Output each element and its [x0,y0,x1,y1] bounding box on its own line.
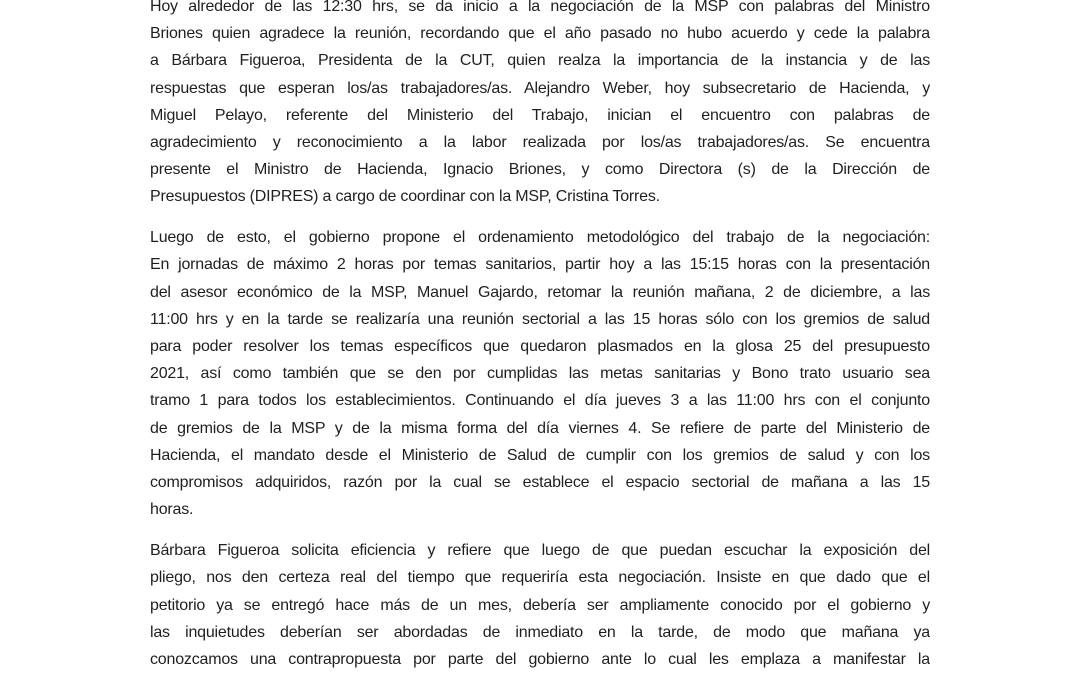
text-line: 2021, así como también que se den por cumplidas las metas sanitarias y Bono trato usuario sea [150,365,930,383]
text-line: tramo 1 para todos los establecimientos. Continuando el día jueves 3 a las 11:00 hrs con el conjunto [150,392,930,410]
text-line: respuestas que esperan los/as trabajadores/as. Alejandro Weber, hoy subsecretario de Hacienda, y [150,79,930,97]
text-line: Hoy alrededor de las 12:30 hrs, se da inicio a la negociación de la MSP con palabras del Ministro [150,0,930,15]
text-line: petitorio ya se entregó hace más de un mes, debería ser ampliamente conocido por el gobierno y [150,596,930,614]
text-line: Miguel Pelayo, referente del Ministerio del Trabajo, inician el encuentro con palabras de [150,106,930,124]
text-column [150,0,930,675]
text-line: agradecimiento y reconocimiento a la labor realizada por los/as trabajadores/as. Se encuentra [150,133,930,151]
text-line: Hacienda, el mandato desde el Ministerio de Salud de cumplir con los gremios de salud y con los [150,446,930,464]
text-line: pliego, nos den certeza real del tiempo que requeriría esta negociación. Insiste en que dado que el [150,569,930,587]
text-line: 11:00 hrs y en la tarde se realizaría una reunión sectorial a las 15 horas sólo con los gremios de salud [150,310,930,328]
text-line: conozcamos una contrapropuesta por parte del gobierno ante lo cual les emplaza a manifestar la [150,650,930,668]
text-line: a Bárbara Figueroa, Presidenta de la CUT, quien realza la importancia de la instancia y de las [150,52,930,70]
text-line: del asesor económico de la MSP, Manuel Gajardo, retomar la reunión mañana, 2 de diciembre, a las [150,283,930,301]
text-line: Briones quien agradece la reunión, recordando que el año pasado no hubo acuerdo y cede la palabra [150,25,930,43]
text-line: Presupuestos (DIPRES) a cargo de coordinar con la MSP, Cristina Torres. [150,188,660,206]
text-line: presente el Ministro de Hacienda, Ignacio Briones, y como Directora (s) de la Dirección de [150,161,930,179]
text-line: Bárbara Figueroa solicita eficiencia y refiere que luego de que puedan escuchar la exposición del [150,542,930,560]
text-line: horas. [150,501,194,519]
text-line: de gremios de la MSP y de la misma forma del día viernes 4. Se refiere de parte del Ministerio de [150,419,930,437]
text-line: para poder resolver los temas específicos que quedaron plasmados en la glosa 25 del presupuesto [150,338,930,356]
text-line: Luego de esto, el gobierno propone el ordenamiento metodológico del trabajo de la negociación: [150,229,930,247]
text-line: compromisos adquiridos, razón por la cual se establece el espacio sectorial de mañana a las 15 [150,473,930,491]
text-line: las inquietudes deberían ser abordadas de inmediato en la tarde, de modo que mañana ya [150,623,930,641]
paragraph [150,224,930,523]
paragraph [150,0,930,211]
paragraph [150,537,930,673]
text-line: En jornadas de máximo 2 horas por temas sanitarios, partir hoy a las 15:15 horas con la presentación [150,256,930,274]
